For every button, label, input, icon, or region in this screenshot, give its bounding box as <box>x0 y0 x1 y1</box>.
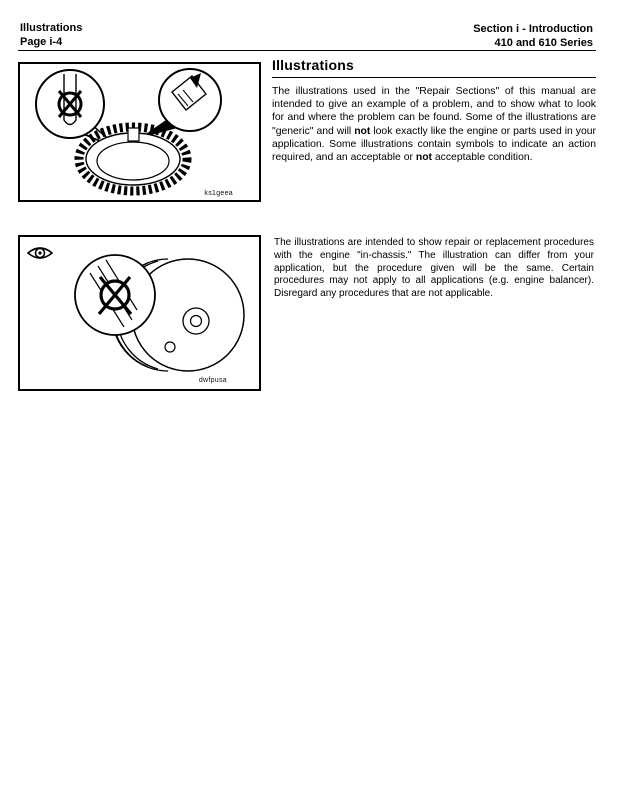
eye-icon <box>28 248 52 258</box>
gear-illustration <box>20 64 259 200</box>
figure-damper-inspection <box>18 235 261 391</box>
timing-gear <box>79 127 187 191</box>
header-left <box>20 21 82 50</box>
article-heading: Illustrations <box>272 57 354 73</box>
damper-illustration <box>20 237 259 389</box>
figure-gear-inspection <box>18 62 261 202</box>
header-section-title: Section i - Introduction <box>473 23 593 35</box>
header-right <box>473 23 593 51</box>
prohibition-icon <box>99 277 131 314</box>
figure-caption: ks1geea <box>204 190 233 197</box>
paragraph-2: The illustrations are intended to show repair or replacement procedures with the engine "in-chassis." The illustration can differ from your application, but the procedure given will be the same. Certain procedures may not apply to all applications (e.g. engine balancer). Disregard any procedures that are not applicable. <box>274 237 594 300</box>
header-series-title: 410 and 610 Series <box>494 36 593 49</box>
figure-caption: dwfpusa <box>198 377 227 384</box>
heading-divider <box>272 77 596 78</box>
header-doc-title: Illustrations <box>20 22 83 34</box>
paragraph-1: The illustrations used in the "Repair Sections" of this manual are intended to give an example of a problem, and to show what to look for and where the problem can be found. Some of the illustrations are "generic" and will not look exactly like the engine or parts used in your application. Some illustrations contain symbols to indicate an action required, and an acceptable or not acceptable condition. <box>272 86 596 164</box>
magnifier <box>75 255 155 335</box>
article <box>272 57 596 757</box>
header-page-number: Page i-4 <box>20 36 63 49</box>
magnifier-left <box>36 70 104 138</box>
magnifier-right <box>159 69 221 131</box>
header-divider <box>18 50 596 51</box>
